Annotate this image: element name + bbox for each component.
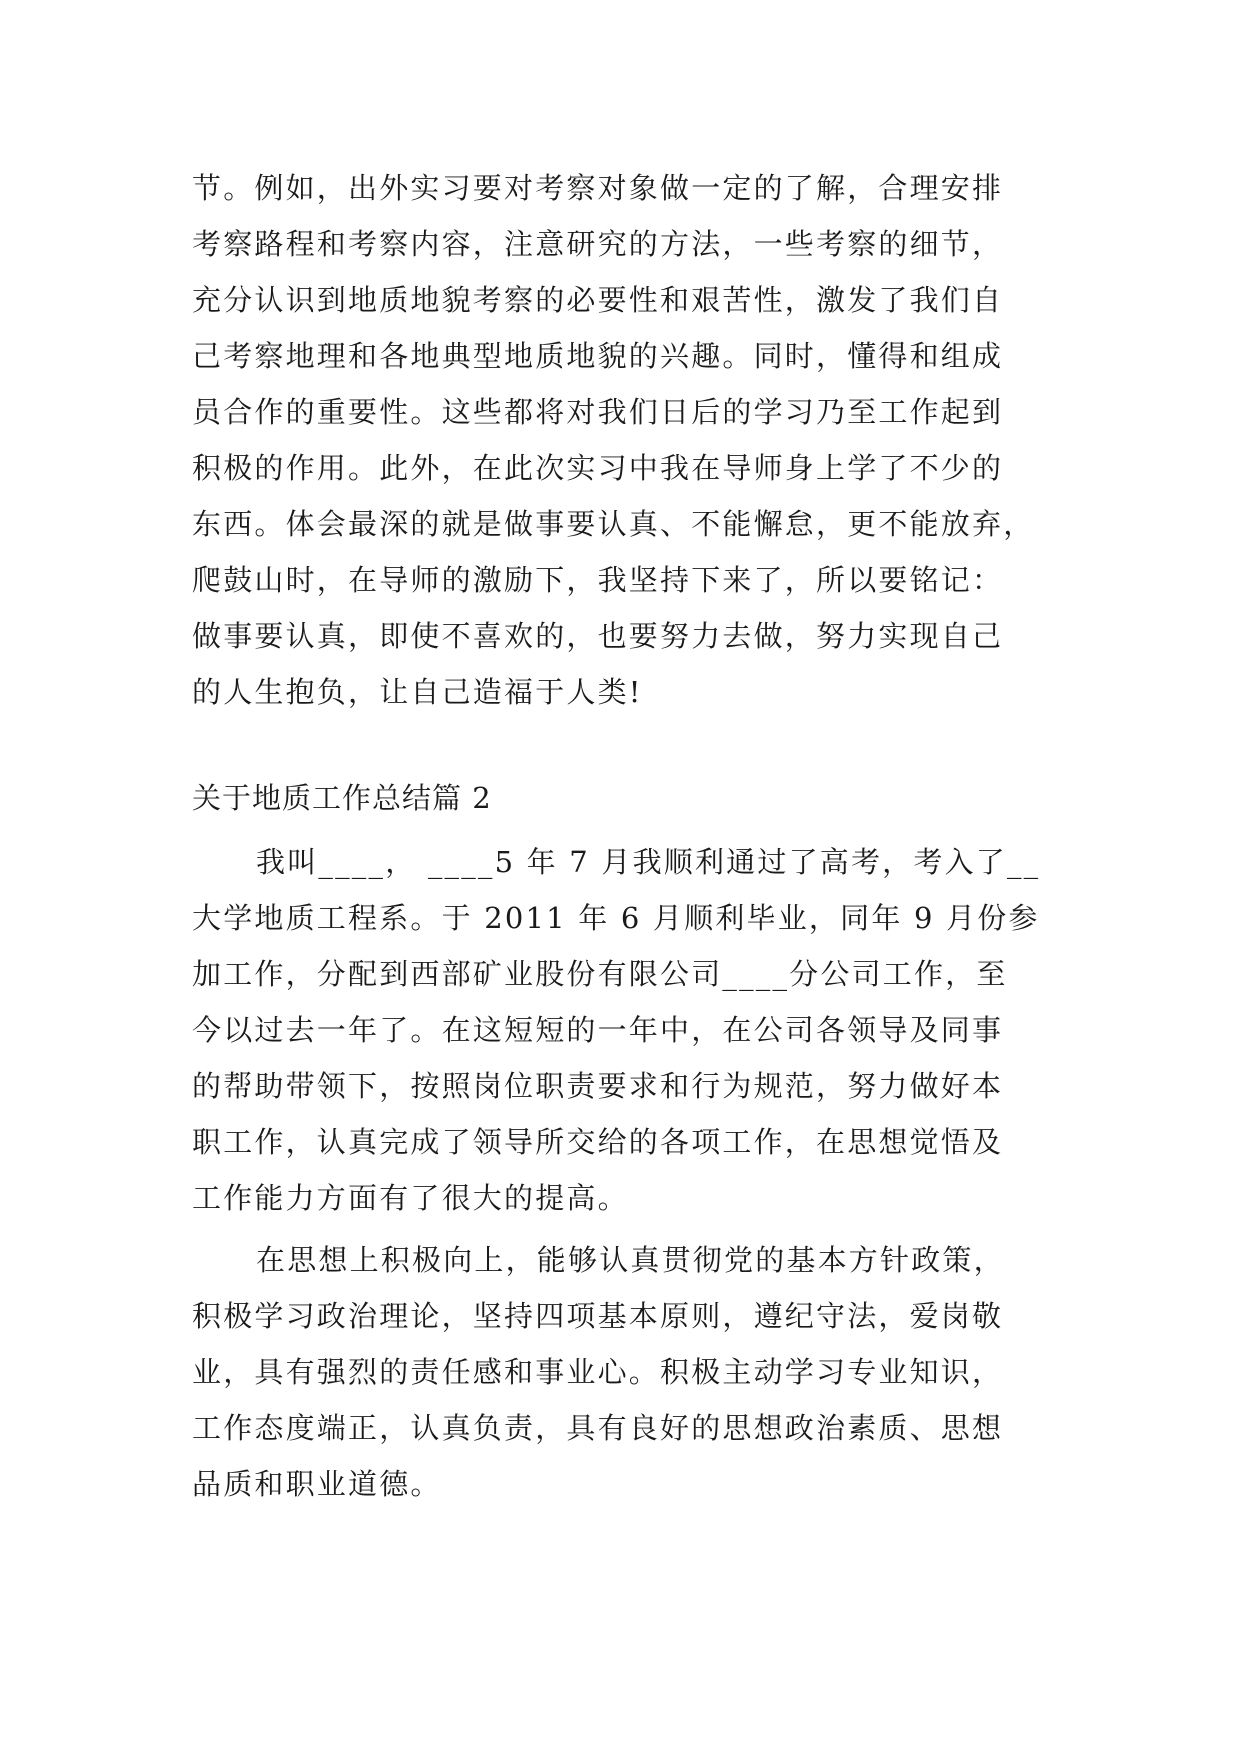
text-line: 东西。体会最深的就是做事要认真、不能懈怠，更不能放弃， xyxy=(192,507,1035,541)
text-line: 节。例如，出外实习要对考察对象做一定的了解，合理安排 xyxy=(192,171,1004,205)
text-line: 的帮助带领下，按照岗位职责要求和行为规范，努力做好本 xyxy=(192,1069,1004,1103)
text-line: 今以过去一年了。在这短短的一年中，在公司各领导及同事 xyxy=(192,1013,1004,1047)
text-line: 品质和职业道德。 xyxy=(192,1467,442,1501)
text-line: 大学地质工程系。于 2011 年 6 月顺利毕业，同年 9 月份参 xyxy=(192,901,1040,935)
text-line: 员合作的重要性。这些都将对我们日后的学习乃至工作起到 xyxy=(192,395,1004,429)
text-line: 爬鼓山时，在导师的激励下，我坚持下来了，所以要铭记： xyxy=(192,563,1004,597)
paragraph-continuation xyxy=(192,160,1072,720)
text-line: 考察路程和考察内容，注意研究的方法，一些考察的细节， xyxy=(192,227,1004,261)
text-line: 的人生抱负，让自己造福于人类! xyxy=(192,675,643,709)
text-line: 工作态度端正，认真负责，具有良好的思想政治素质、思想 xyxy=(192,1411,1004,1445)
text-line: 积极学习政治理论，坚持四项基本原则，遵纪守法，爱岗敬 xyxy=(192,1299,1004,1333)
text-line: 在思想上积极向上，能够认真贯彻党的基本方针政策， xyxy=(256,1243,1005,1277)
section-heading: 关于地质工作总结篇 2 xyxy=(192,781,492,815)
text-line: 积极的作用。此外，在此次实习中我在导师身上学了不少的 xyxy=(192,451,1004,485)
text-line: 我叫____， ____5 年 7 月我顺利通过了高考，考入了__ xyxy=(256,845,1041,879)
text-line: 做事要认真，即使不喜欢的，也要努力去做，努力实现自己 xyxy=(192,619,1004,653)
text-line: 加工作，分配到西部矿业股份有限公司____分公司工作，至 xyxy=(192,957,1008,991)
paragraph-ideology xyxy=(192,1232,1072,1512)
text-line: 己考察地理和各地典型地质地貌的兴趣。同时，懂得和组成 xyxy=(192,339,1004,373)
text-line: 工作能力方面有了很大的提高。 xyxy=(192,1181,629,1215)
text-line: 充分认识到地质地貌考察的必要性和艰苦性，激发了我们自 xyxy=(192,283,1004,317)
paragraph-introduction xyxy=(192,834,1072,1226)
text-line: 职工作，认真完成了领导所交给的各项工作，在思想觉悟及 xyxy=(192,1125,1004,1159)
text-line: 业，具有强烈的责任感和事业心。积极主动学习专业知识， xyxy=(192,1355,1004,1389)
